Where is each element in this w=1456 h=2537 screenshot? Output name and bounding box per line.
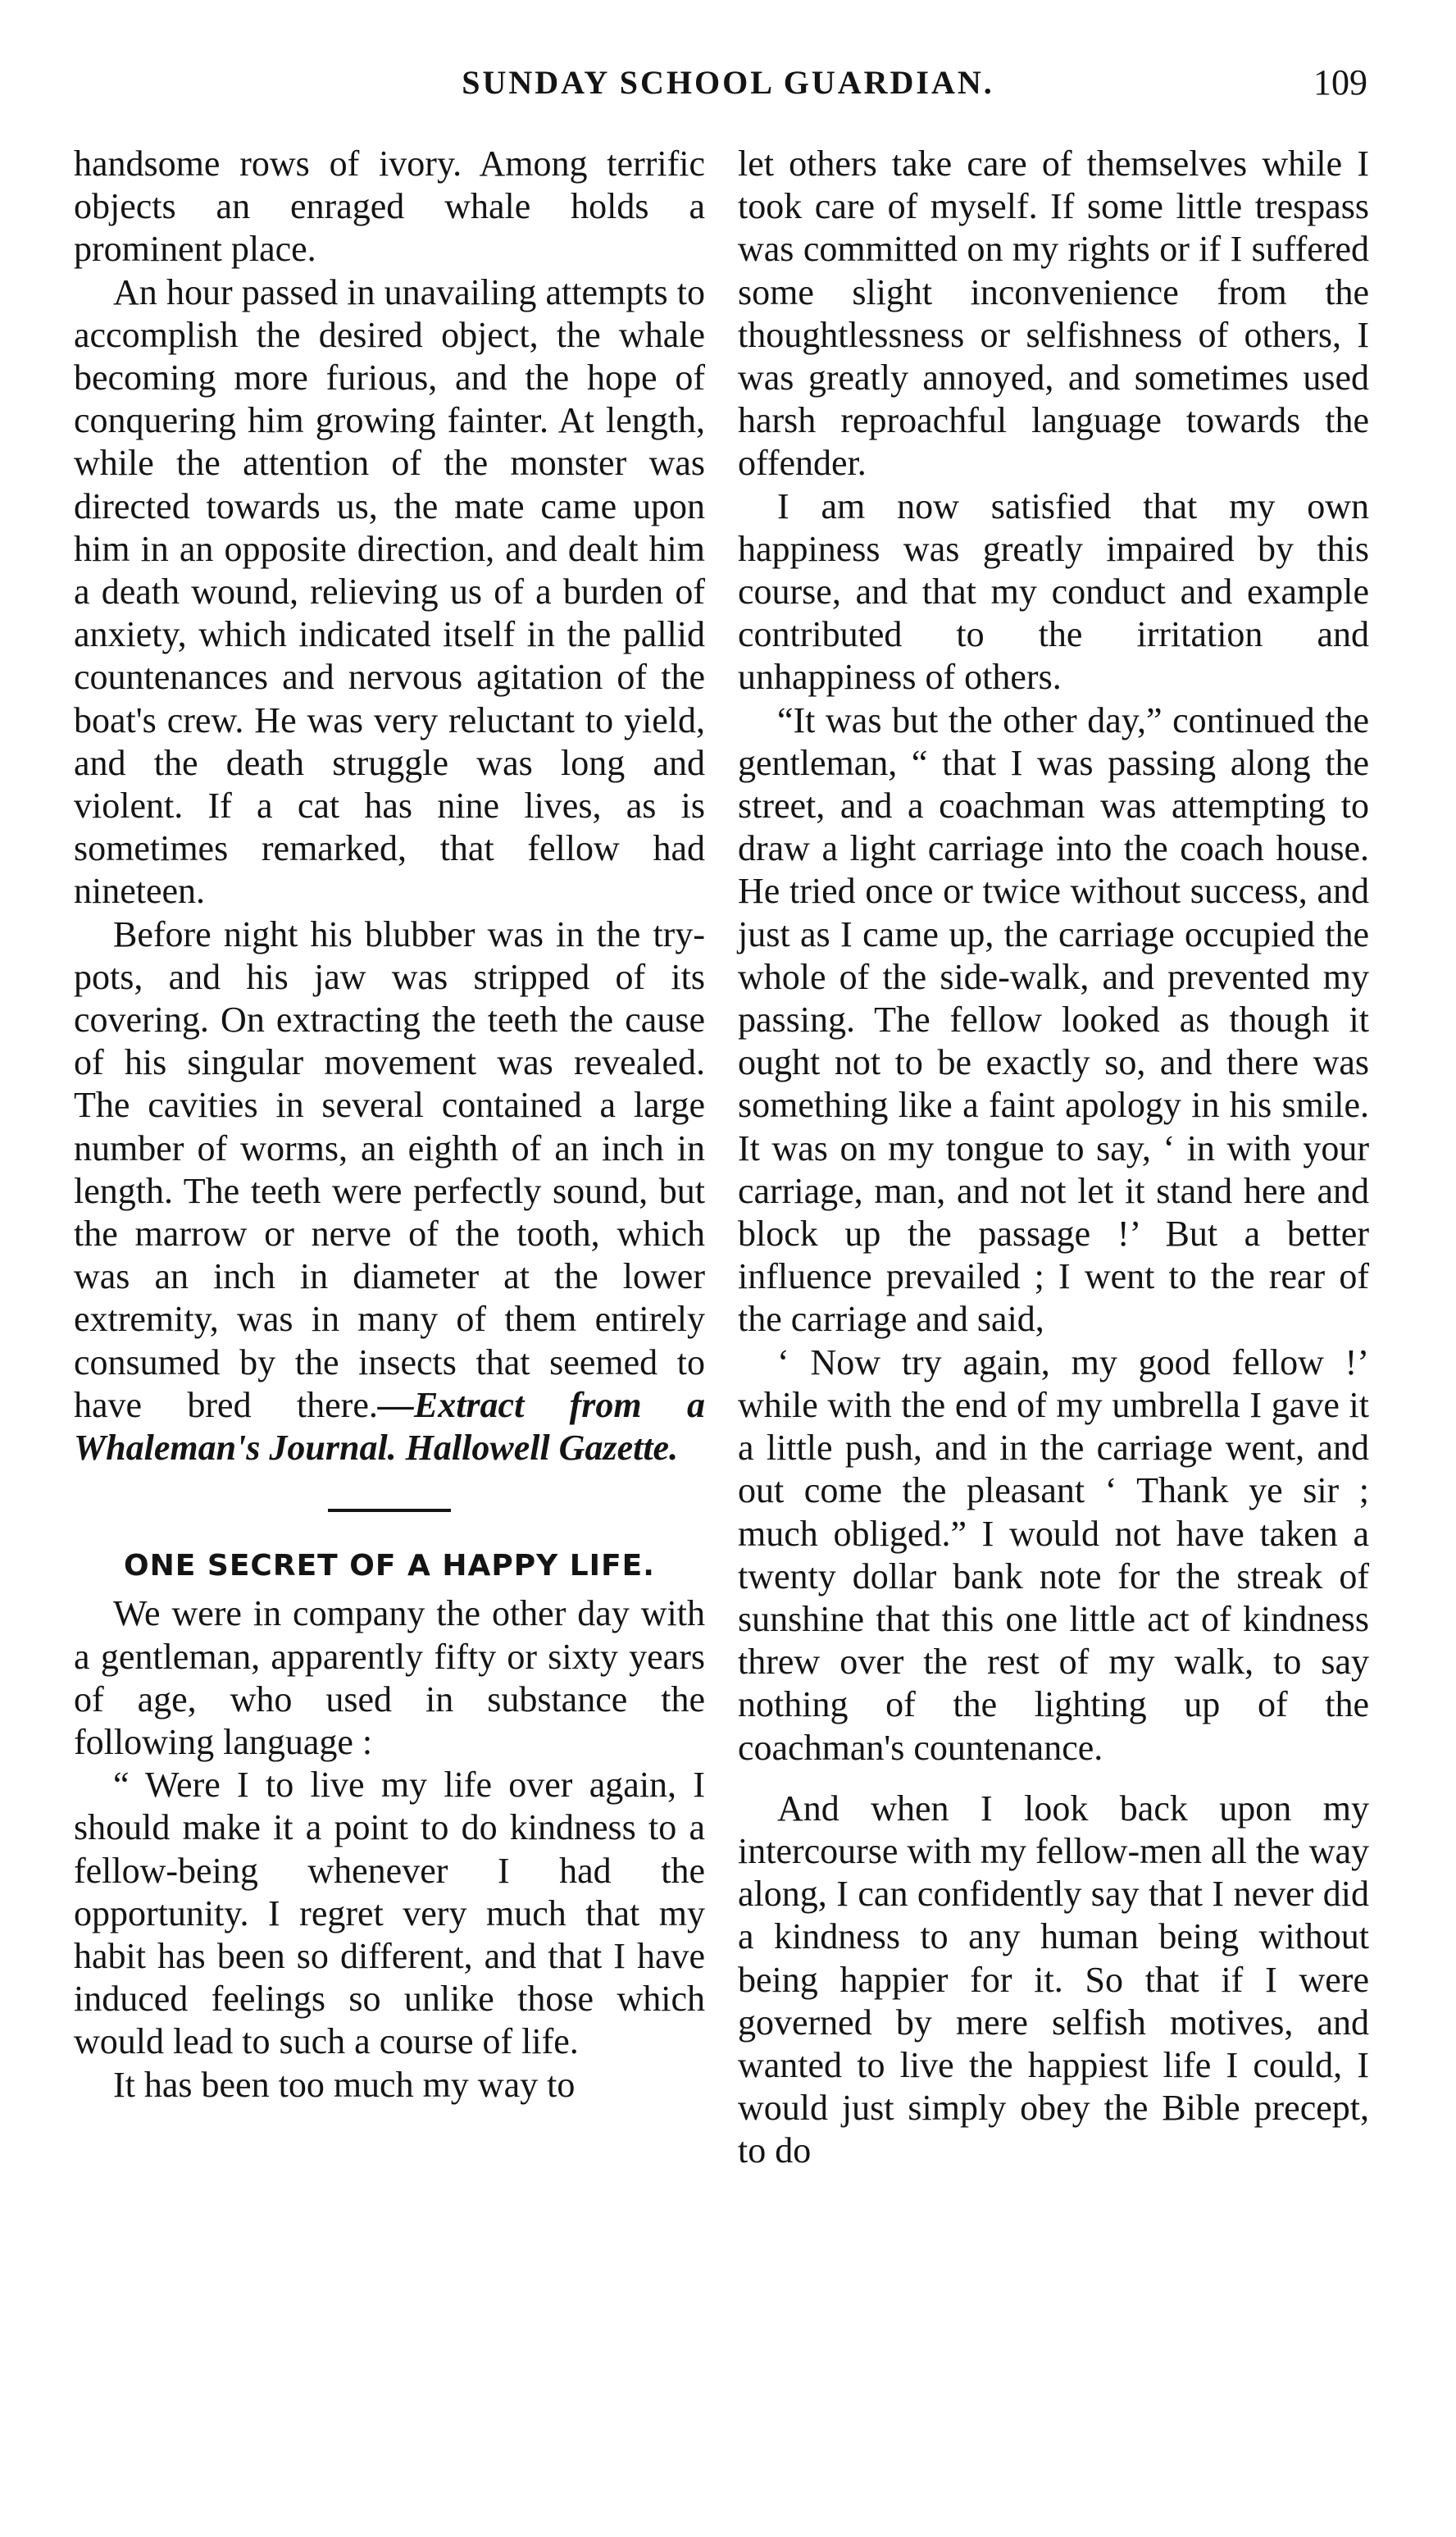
article-paragraph: ‘ Now try again, my good fellow !’ while with the end of my umbrella I gave it a little push, and in the carriage went, and out come the pleasant ‘ Thank ye sir ; much obliged.” I would not have taken a twenty dollar bank note for the streak of sunshine that this one little act of kindness threw over the rest of my walk, to say nothing of the lighting up of the coachman's countenance. [738,1341,1369,1768]
article-paragraph: “ Were I to live my life over again, I should make it a point to do kindness to a fellow-being whenever I had the opportunity. I regret very much that my habit has been so different, and that I have induced feelings so unlike those which would lead to such a course of life. [74,1765,705,2062]
right-column [738,143,1369,2173]
article-title: ONE SECRET OF A HAPPY LIFE. [124,1549,655,1583]
article-paragraph-continued: let others take care of themselves while I took care of myself. If some little trespass was committed on my rights or if I suffered some slight inconvenience from the thoughtlessness or selfishness of others, I was greatly annoyed, and sometimes used harsh reproachful language towards the offender. [738,143,1369,484]
left-column [74,143,705,2107]
whale-paragraph-text: Before night his blubber was in the try-pots, and his jaw was stripped of its covering. On extracting the teeth the cause of his singular movement was revealed. The cavities in several contained a large number of worms, an eighth of an inch in length. The teeth were perfectly sound, but the marrow or nerve of the tooth, which was an inch in diameter at the lower extremity, was in many of them entirely consumed by the insects that seemed to have bred there. [74,913,705,1425]
article-paragraph: We were in company the other day with a gentleman, apparently fifty or sixty years of age, who used in substance the following language : [74,1593,705,1762]
page-number: 109 [1313,62,1367,102]
running-head [72,54,1384,112]
article-paragraph: I am now satisfied that my own happiness was greatly impaired by this course, and that my conduct and example contributed to the irritation and unhappiness of others. [738,485,1369,698]
article-paragraph: “It was but the other day,” continued the gentleman, “ that I was passing along the street, and a coachman was attempting to draw a light carriage into the coach house. He tried once or twice without success, and just as I came up, the carriage occupied the whole of the side-walk, and prevented my passing. The fellow looked as though it ought not to be exactly so, and there was something like a faint apology in his smile. It was on my tongue to say, ‘ in with your carriage, man, and not let it stand here and block up the passage !’ But a better influence prevailed ; I went to the rear of the carriage and said, [738,699,1369,1340]
whale-paragraph-final [74,913,705,1470]
source-citation-text: —Extract from a Whaleman's Journal. Hallowell Gazette. [74,1384,705,1469]
whale-paragraph: An hour passed in unavailing attempts to accomplish the desired object, the whale becoming more furious, and the hope of conquering him growing fainter. At length, while the attention of the monster was directed towards us, the mate came upon him in an opposite direction, and dealt him a death wound, relieving us of a burden of anxiety, which indicated itself in the pallid countenances and nervous agitation of the boat's crew. He was very reluctant to yield, and the death struggle was long and violent. If a cat has nine lives, as is sometimes remarked, that fellow had nineteen. [74,271,705,912]
section-divider [328,1509,451,1512]
running-title: SUNDAY SCHOOL GUARDIAN. [462,64,994,101]
article-paragraph: It has been too much my way to [113,2064,576,2105]
whale-paragraph-continued: handsome rows of ivory. Among terrific objects an enraged whale holds a prominent place. [74,143,705,270]
article-paragraph: And when I look back upon my intercourse with my fellow-men all the way along, I can confidently say that I never did a kindness to any human being without being happier for it. So that if I were governed by mere selfish motives, and wanted to live the happiest life I could, I would just simply obey the Bible precept, to do [738,1788,1369,2171]
